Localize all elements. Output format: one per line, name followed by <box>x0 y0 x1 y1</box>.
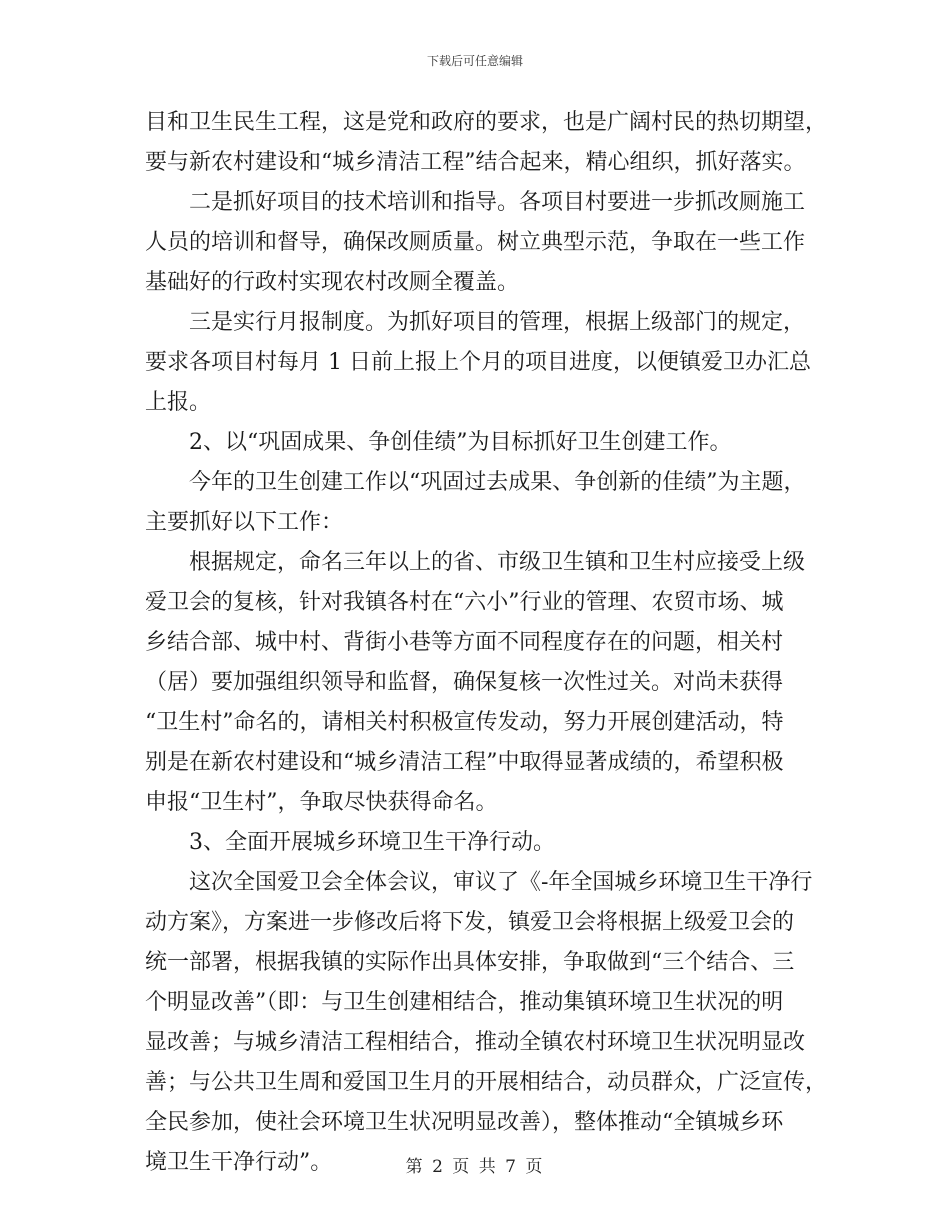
text-line: 人员的培训和督导，确保改厕质量。树立典型示范，争取在一些工作 <box>145 230 806 255</box>
page-header: 下载后可任意编辑 <box>426 54 523 68</box>
text-line: 目和卫生民生工程，这是党和政府的要求，也是广阔村民的热切期望， <box>145 110 828 135</box>
text-line: 今年的卫生创建工作以“巩固过去成果、争创新的佳绩”为主题， <box>189 470 806 495</box>
text-line: 要求各项目村每月 1 日前上报上个月的项目进度，以便镇爱卫办汇总 <box>145 350 811 375</box>
text-line: 动方案》，方案进一步修改后将下发，镇爱卫会将根据上级爱卫会的 <box>145 910 795 935</box>
text-line: 根据规定，命名三年以上的省、市级卫生镇和卫生村应接受上级 <box>189 550 806 575</box>
text-line: 乡结合部、城中村、背街小巷等方面不同程度存在的问题，相关村 <box>145 630 784 655</box>
text-line: （居）要加强组织领导和监督，确保复核一次性过关。对尚未获得 <box>145 670 784 695</box>
text-line: 基础好的行政村实现农村改厕全覆盖。 <box>145 270 520 295</box>
text-line: 别是在新农村建设和“城乡清洁工程”中取得显著成绩的，希望积极 <box>145 750 784 775</box>
text-line: 境卫生干净行动”。 <box>145 1150 333 1175</box>
text-line: 上报。 <box>145 390 212 415</box>
document-body <box>145 103 828 1183</box>
section-heading: 3、全面开展城乡环境卫生干净行动。 <box>189 830 555 855</box>
text-line: 显改善；与城乡清洁工程相结合，推动全镇农村环境卫生状况明显改 <box>145 1030 806 1055</box>
text-line: 个明显改善”（即：与卫生创建相结合，推动集镇环境卫生状况的明 <box>145 990 784 1015</box>
text-line: 要与新农村建设和“城乡清洁工程”结合起来，精心组织，抓好落实。 <box>145 150 806 175</box>
text-line: 善；与公共卫生周和爱国卫生月的开展相结合，动员群众，广泛宣传， <box>145 1070 828 1095</box>
text-line: 这次全国爱卫会全体会议，审议了《-年全国城乡环境卫生干净行 <box>189 870 813 895</box>
text-line: 二是抓好项目的技术培训和指导。各项目村要进一步抓改厕施工 <box>189 190 806 215</box>
text-line: 爱卫会的复核，针对我镇各村在“六小”行业的管理、农贸市场、城 <box>145 590 784 615</box>
text-line: “卫生村”命名的，请相关村积极宣传发动，努力开展创建活动，特 <box>145 710 784 735</box>
text-line: 全民参加，使社会环境卫生状况明显改善），整体推动“全镇城乡环 <box>145 1110 784 1135</box>
page-number: 第 2 页 共 7 页 <box>405 1157 545 1177</box>
text-line: 主要抓好以下工作： <box>145 510 344 535</box>
text-line: 申报“卫生村”，争取尽快获得命名。 <box>145 790 498 815</box>
section-heading: 2、以“巩固成果、争创佳绩”为目标抓好卫生创建工作。 <box>189 430 732 455</box>
text-line: 三是实行月报制度。为抓好项目的管理，根据上级部门的规定， <box>189 310 806 335</box>
text-line: 统一部署，根据我镇的实际作出具体安排，争取做到“三个结合、三 <box>145 950 795 975</box>
